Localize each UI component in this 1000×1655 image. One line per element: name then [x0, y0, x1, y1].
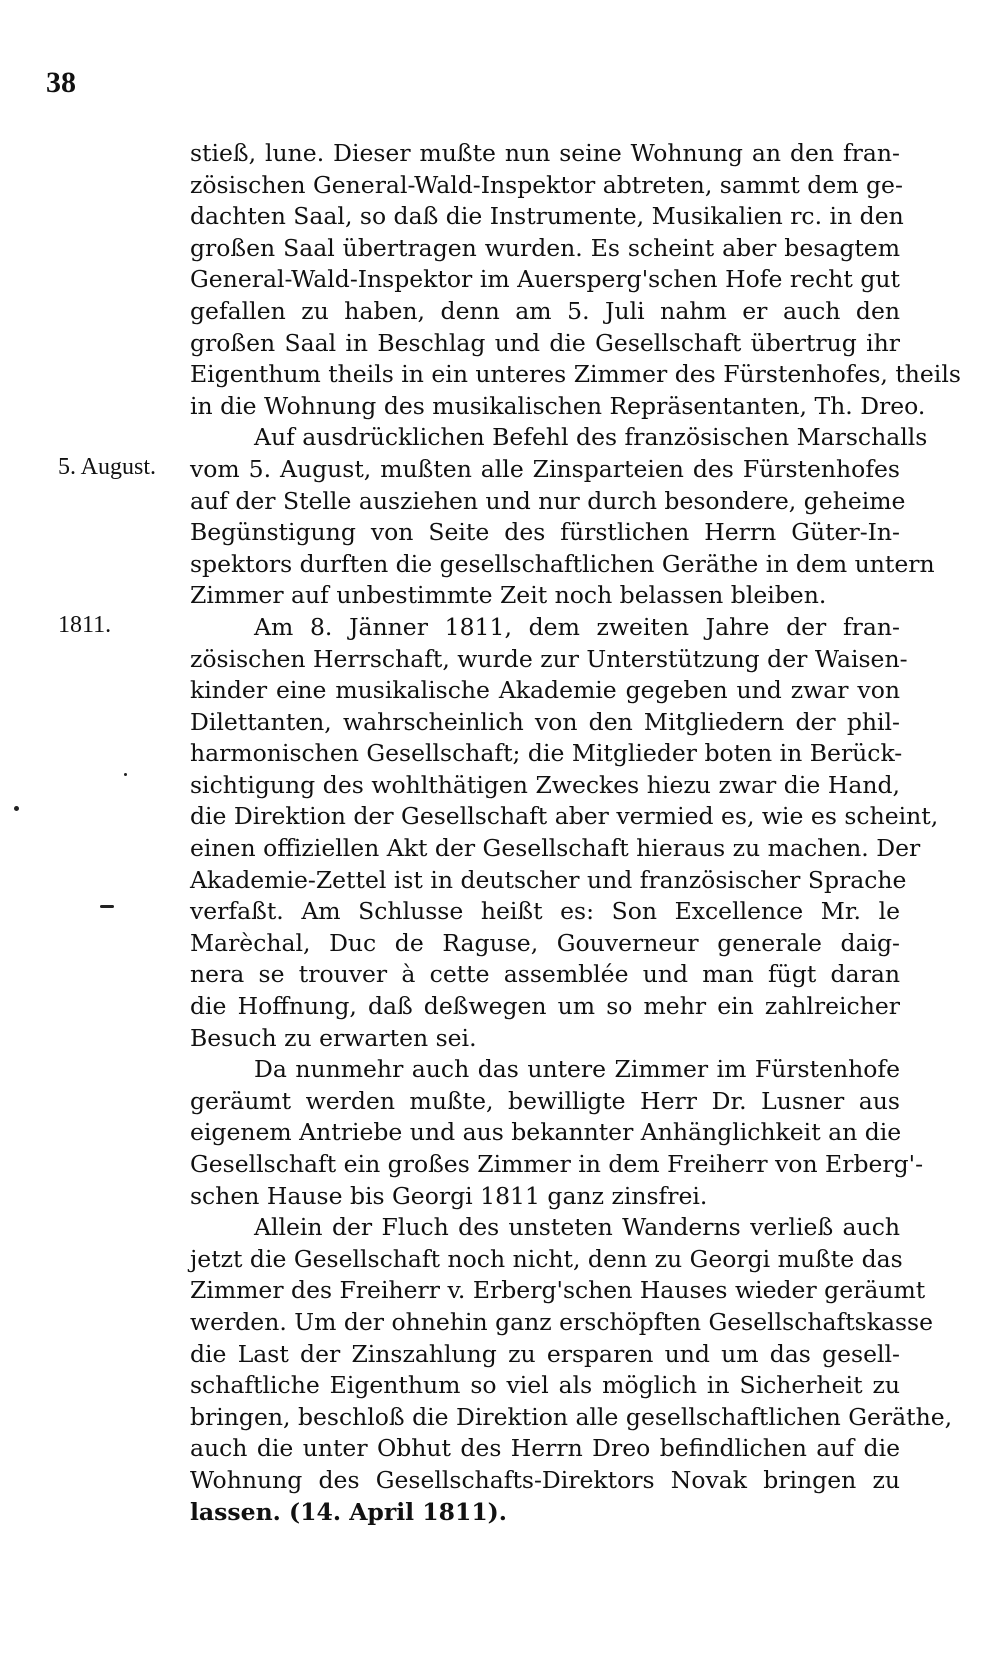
margin-note-date: 5. August. — [58, 454, 157, 480]
text-line: zösischen General-Wald-Inspektor abtreten, sammt dem ge- — [190, 170, 903, 199]
paragraph-start-line: Allein der Fluch des unsteten Wanderns verließ auch — [254, 1213, 900, 1242]
text-line: vom 5. August, mußten alle Zinsparteien des Fürstenhofes — [190, 454, 900, 483]
text-line: Zimmer auf unbestimmte Zeit noch belassen bleiben. — [190, 581, 827, 610]
text-line: Eigenthum theils in ein unteres Zimmer des Fürstenhofes, theils — [190, 360, 961, 389]
paragraph-start-line: Da nunmehr auch das untere Zimmer im Fürstenhofe — [254, 1055, 900, 1084]
text-line: großen Saal in Beschlag und die Gesellschaft übertrug ihr — [190, 328, 900, 357]
text-line: spektors durften die gesellschaftlichen Geräthe in dem untern — [190, 549, 935, 578]
text-line: verfaßt. Am Schlusse heißt es: Son Excellence Mr. le — [190, 897, 900, 926]
text-line: Besuch zu erwarten sei. — [190, 1023, 477, 1052]
text-line: die Last der Zinszahlung zu ersparen und um das gesell- — [190, 1339, 900, 1368]
text-line: General-Wald-Inspektor im Auersperg'schen Hofe recht gut — [190, 265, 900, 294]
body-text — [190, 138, 961, 1528]
text-line: sichtigung des wohlthätigen Zweckes hiezu zwar die Hand, — [190, 770, 900, 799]
page-number: 38 — [46, 66, 76, 99]
text-line: Dilettanten, wahrscheinlich von den Mitgliedern der phil- — [190, 707, 900, 736]
text-line-final: lassen. (14. April 1811). — [190, 1497, 507, 1526]
text-line: die Hoffnung, daß deßwegen um so mehr ein zahlreicher — [190, 992, 900, 1021]
text-line: nera se trouver à cette assemblée und man fügt daran — [190, 960, 900, 989]
text-line: dachten Saal, so daß die Instrumente, Musikalien rc. in den — [190, 202, 904, 231]
text-line: auch die unter Obhut des Herrn Dreo befindlichen auf die — [190, 1434, 900, 1463]
text-line: Akademie-Zettel ist in deutscher und französischer Sprache — [190, 865, 907, 894]
text-line: auf der Stelle ausziehen und nur durch besondere, geheime — [190, 486, 906, 515]
text-line: stieß, lune. Dieser mußte nun seine Wohnung an den fran- — [190, 139, 900, 167]
text-line: gefallen zu haben, denn am 5. Juli nahm er auch den — [190, 296, 900, 325]
text-line: großen Saal übertragen wurden. Es scheint aber besagtem — [190, 233, 900, 262]
text-line: schen Hause bis Georgi 1811 ganz zinsfrei. — [190, 1181, 708, 1210]
text-line: kinder eine musikalische Akademie gegeben und zwar von — [190, 676, 900, 705]
text-line: Wohnung des Gesellschafts-Direktors Novak bringen zu — [190, 1465, 900, 1494]
text-line: eigenem Antriebe und aus bekannter Anhänglichkeit an die — [190, 1118, 902, 1147]
margin-note-year: 1811. — [58, 612, 112, 638]
text-line: zösischen Herrschaft, wurde zur Unterstützung der Waisen- — [190, 644, 908, 673]
paragraph-start-line: Am 8. Jänner 1811, dem zweiten Jahre der fran- — [254, 612, 900, 641]
scan-speck — [124, 773, 127, 776]
text-line: bringen, beschloß die Direktion alle gesellschaftlichen Geräthe, — [190, 1402, 953, 1431]
text-line: schaftliche Eigenthum so viel als möglich in Sicherheit zu — [190, 1371, 900, 1400]
text-line: einen offiziellen Akt der Gesellschaft hieraus zu machen. Der — [190, 834, 921, 863]
text-line: jetzt die Gesellschaft noch nicht, denn zu Georgi mußte das — [190, 1244, 903, 1273]
scan-speck — [100, 905, 114, 908]
text-line: in die Wohnung des musikalischen Repräsentanten, Th. Dreo. — [190, 391, 926, 420]
scan-speck — [14, 806, 19, 811]
text-line: harmonischen Gesellschaft; die Mitglieder boten in Berück- — [190, 739, 903, 768]
text-line: Zimmer des Freiherr v. Erberg'schen Hauses wieder geräumt — [190, 1276, 926, 1305]
text-line: Marèchal, Duc de Raguse, Gouverneur generale daig- — [190, 928, 900, 957]
text-line: geräumt werden mußte, bewilligte Herr Dr. Lusner aus — [190, 1086, 900, 1115]
text-line: werden. Um der ohnehin ganz erschöpften Gesellschaftskasse — [190, 1307, 933, 1336]
text-line: Gesellschaft ein großes Zimmer in dem Freiherr von Erberg'- — [190, 1150, 924, 1178]
text-line: Begünstigung von Seite des fürstlichen Herrn Güter-In- — [190, 518, 900, 547]
paragraph-start-line: Auf ausdrücklichen Befehl des französischen Marschalls — [254, 423, 928, 452]
text-line: die Direktion der Gesellschaft aber vermied es, wie es scheint, — [190, 802, 939, 831]
